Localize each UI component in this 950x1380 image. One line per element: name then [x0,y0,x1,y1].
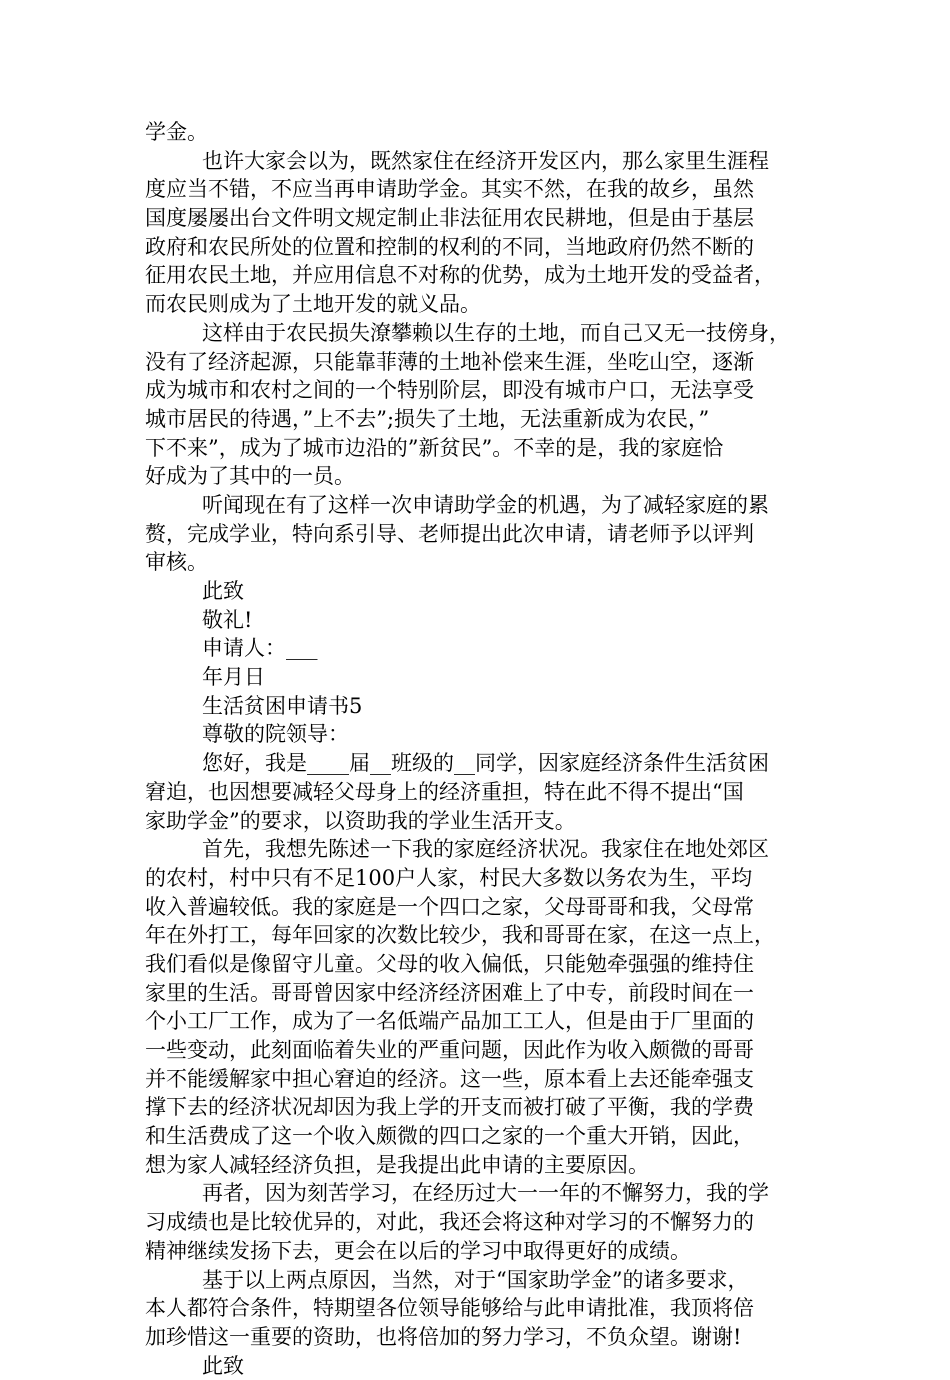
text-line: 精神继续发扬下去，更会在以后的学习中取得更好的成绩。 [145,1238,691,1263]
text-line: 撑下去的经济状况却因为我上学的开支而被打破了平衡，我的学费 [145,1095,754,1120]
text-line: 我们看似是像留守儿童。父母的收入偏低，只能勉牵强强的维持住 [145,951,754,976]
text-line: 成为城市和农村之间的一个特别阶层，即没有城市户口，无法享受 [145,378,754,403]
text-line: 首先，我想先陈述一下我的家庭经济状况。我家住在地处郊区 [202,837,769,862]
text-line: 赘，完成学业，特向系引导、老师提出此次申请，请老师予以评判 [145,521,754,546]
text-line: 申请人：___ [202,636,318,661]
text-line: 和生活费成了这一个收入颇微的四口之家的一个重大开销，因此， [145,1124,754,1149]
text-line: 年在外打工，每年回家的次数比较少，我和哥哥在家，在这一点上， [145,923,775,948]
text-line: 个小工厂工作，成为了一名低端产品加工工人，但是由于厂里面的 [145,1009,754,1034]
text-line: 而农民则成为了土地开发的就义品。 [145,292,481,317]
text-line: 城市居民的待遇，”上不去”;损失了土地，无法重新成为农民，” [145,406,710,431]
text-line: 政府和农民所处的位置和控制的权利的不同，当地政府仍然不断的 [145,234,754,259]
text-line: 学金。 [145,120,208,144]
text-line: 生活贫困申请书5 [202,693,363,718]
text-line: 此致 [202,579,244,603]
text-line: 窘迫，也因想要减轻父母身上的经济重担，特在此不得不提出“国 [145,779,744,804]
text-line: 一些变动，此刻面临着失业的严重问题，因此作为收入颇微的哥哥 [145,1038,754,1062]
text-line: 家里的生活。哥哥曾因家中经济经济困难上了中专，前段时间在一 [145,980,754,1005]
text-line: 想为家人减轻经济负担，是我提出此申请的主要原因。 [145,1152,649,1177]
text-line: 度应当不错，不应当再申请助学金。其实不然，在我的故乡，虽然 [145,177,754,202]
text-line: 此致 [202,1353,244,1378]
text-line: 收入普遍较低。我的家庭是一个四口之家，父母哥哥和我，父母常 [145,894,754,919]
text-line: 尊敬的院领导： [202,722,349,747]
text-line: 审核。 [145,550,208,575]
text-line: 家助学金”的要求，以资助我的学业生活开支。 [145,808,576,833]
text-line: 习成绩也是比较优异的，对此，我还会将这种对学习的不懈努力的 [145,1210,754,1235]
text-line: 敬礼! [202,607,253,632]
text-line: 并不能缓解家中担心窘迫的经济。这一些，原本看上去还能牵强支 [145,1066,754,1091]
text-line: 好成为了其中的一员。 [145,464,355,489]
text-line: 加珍惜这一重要的资助，也将倍加的努力学习，不负众望。谢谢! [145,1324,742,1349]
text-line: 再者，因为刻苦学习，在经历过大一一年的不懈努力，我的学 [202,1181,769,1206]
text-line: 国度屡屡出台文件明文规定制止非法征用农民耕地，但是由于基层 [145,206,754,231]
text-line: 年月日 [202,665,265,690]
text-line: 听闻现在有了这样一次申请助学金的机遇，为了减轻家庭的累 [202,492,769,517]
text-line: 没有了经济起源，只能靠菲薄的土地补偿来生涯，坐吃山空，逐渐 [145,349,754,374]
text-line: 本人都符合条件，特期望各位领导能够给与此申请批准，我顶将倍 [145,1296,754,1321]
text-line: 基于以上两点原因，当然，对于“国家助学金”的诸多要求， [202,1267,749,1292]
text-line: 也许大家会以为，既然家住在经济开发区内，那么家里生涯程 [202,148,769,173]
text-line: 这样由于农民损失潦攀赖以生存的土地，而自己又无一技傍身， [202,320,790,345]
text-line: 您好，我是____届__班级的__同学，因家庭经济条件生活贫困 [202,751,769,776]
document-body [145,118,815,1380]
text-line: 征用农民土地，并应用信息不对称的优势，成为土地开发的受益者， [145,263,775,288]
text-line: 下不来”，成为了城市边沿的”新贫民”。不幸的是，我的家庭恰 [145,435,724,460]
text-line: 的农村，村中只有不足100户人家，村民大多数以务农为生，平均 [145,865,753,890]
